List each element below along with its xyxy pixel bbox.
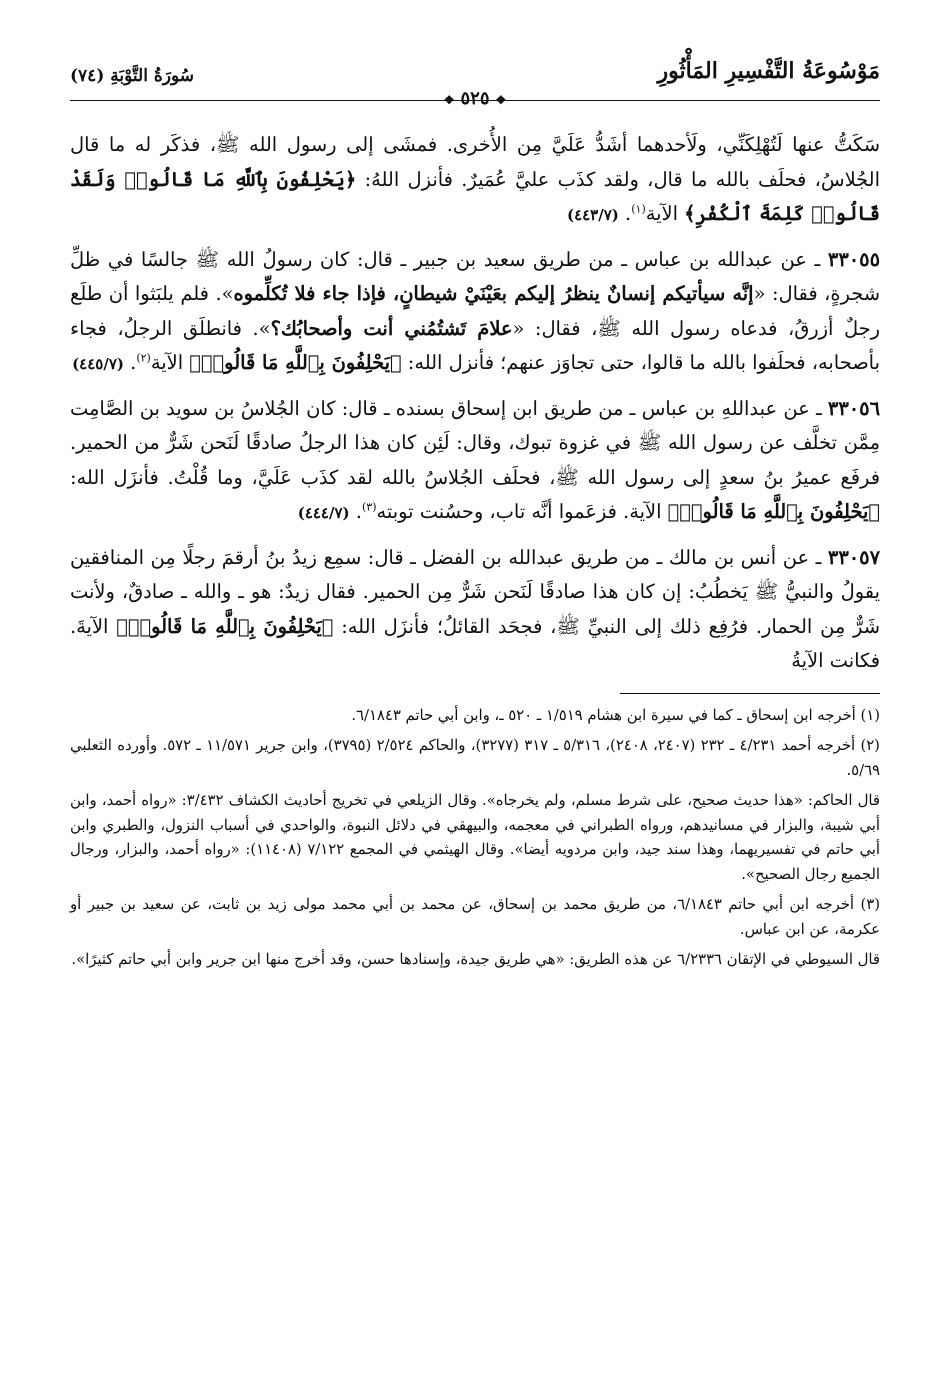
quran-verse: ﴿يَحْلِفُونَ بِٱللَّهِ مَا قَالُوا۟ وَلَقَدْ قَالُوا۟ كَلِمَةَ ٱلْكُفْرِ﴾ [70, 167, 880, 225]
page-number: ٥٢٥ [460, 88, 490, 109]
text-fragment: ». فانطلَق الرجلُ، فجاء بأصحابه، فحلَفوا بالله ما قالوا، حتى تجاوَز عنهم؛ فأنزل الله: [70, 316, 880, 374]
text-fragment: الآية [645, 202, 678, 225]
entry-number: ٣٣٠٥٧ [827, 545, 880, 569]
ornament-icon: ❖ [443, 93, 455, 107]
entry-33056: ٣٣٠٥٦ ـ عن عبداللهِ بن عباس ـ من طريق ابن إسحاق بسنده ـ قال: كان الجُلاسُ بن سويد بن الصَّامِت مِمَّن تخلَّف عن رسول الله ﷺ في غزوة تبوك، وقال: لَئِن كان هذا الرجلُ صادقًا لَنَحن شَرٌّ من الحمير. فرفَع عميرُ بنُ سعدٍ إلى رسول الله ﷺ، فحلَف الجُلاسُ بالله لقد كذَب عَلَيَّ، وما قُلْتُ. فأنزَل الله: ﴿يَحْلِفُونَ بِٱللَّهِ مَا قَالُوا۟﴾ الآية. فزعَموا أنَّه تاب، وحسُنت توبته$^{(٣)}$. (٤٤٤/٧) [70, 396, 880, 523]
text-fragment: ـ عن عبدالله بن عباس ـ من طريق سعيد بن جبير ـ قال: كان رسولُ الله ﷺ جالسًا في ظلِّ شجرةٍ، فقال: « [70, 247, 880, 305]
footnote-marker: (٣) [361, 500, 377, 514]
text-line: فذكَر له ما قال الجُلاسُ، فحلَف بالله ما قال، ولقد كذَب عليَّ عُمَيرٌ. فأنزل اللهُ: [70, 133, 880, 191]
page-number-block [70, 88, 880, 109]
quran-verse: ﴿يَحْلِفُونَ بِٱللَّهِ مَا قَالُوا۟﴾ [116, 614, 334, 638]
footnote-separator [620, 693, 880, 694]
text-line: سَكَتُّ عنها لَتُهْلِكَنِّي، ولَأحدهما أشَدُّ عَلَيَّ مِن الأُخرى. فمشَى إلى رسول الله ﷺ، [209, 133, 881, 156]
hadith-quote: إنَّه سيأتيكم إنسانٌ ينظرُ إليكم بعَيْنَيْ شيطانٍ، فإذا جاء فلا تُكلِّموه [233, 282, 754, 305]
quran-verse: ﴿يَحْلِفُونَ بِٱللَّهِ مَا قَالُوا۟﴾ [189, 351, 402, 374]
text-fragment: ». فلم يلبَثوا أن طلَع رجلٌ أزرقُ، فدعاه رسول الله ﷺ، فقال: « [70, 282, 881, 340]
footnote-2-comment: قال الحاكم: «هذا حديث صحيح، على شرط مسلم، ولم يخرجاه». وقال الزيلعي في تخريج أحاديث الكشاف ٣/٤٣٢: «رواه أحمد، وابن أبي شيبة، والبزار في مسانيدهم، ورواه الطبراني في معجمه، والبيهقي في دلائل النبوة، والواحدي في أسباب النزول، والطبري وابن أبي حاتم في تفسيريهما، وهذا سند جيد، وابن مردويه أيضا». وقال الهيثمي في المجمع ٧/١٢٢ (١١٤٠٨): «رواه أحمد، والبزار، ورجال الجميع رجال الصحيح». [70, 792, 881, 883]
paragraph-continuation: سَكَتُّ عنها لَتُهْلِكَنِّي، ولَأحدهما أشَدُّ عَلَيَّ مِن الأُخرى. فمشَى إلى رسول الله ﷺ، فذكَر له ما قال الجُلاسُ، فحلَف بالله ما قال، ولقد كذَب عليَّ عُمَيرٌ. فأنزل اللهُ: ﴿يَحْلِفُونَ بِٱللَّهِ مَا قَالُوا۟ وَلَقَدْ قَالُوا۟ كَلِمَةَ ٱلْكُفْرِ﴾ الآية$^{(١)}$. (٤٤٣/٧) [70, 133, 881, 225]
text-fragment: الآيةَ. فكانت الآيةُ [70, 614, 880, 672]
book-title: مَوْسُوعَةُ التَّفْسِيرِ المَأْثُورِ [657, 58, 880, 84]
ornament-icon: ❖ [495, 93, 507, 107]
text-fragment: ـ عن عبداللهِ بن عباس ـ من طريق ابن إسحاق بسنده ـ قال: كان الجُلاسُ بن سويد بن الصَّامِت مِمَّن تخلَّف عن رسول الله ﷺ في غزوة تبوك، وقال: لَئِن كان هذا الرجلُ صادقًا لَنَحن شَرٌّ من الحمير. فرفَع عميرُ بنُ سعدٍ إلى رسول الله ﷺ، فحلَف الجُلاسُ بالله لقد كذَب عَلَيَّ، وما قُلْتُ. فأنزَل الله: [70, 396, 880, 489]
text-fragment: الآية. فزعَموا أنَّه تاب، وحسُنت توبته [376, 500, 662, 523]
header-rule [70, 100, 880, 101]
volume-reference: (٤٤٣/٧) [566, 206, 619, 224]
main-text [70, 128, 880, 679]
book-page [70, 52, 880, 1352]
quran-verse: ﴿يَحْلِفُونَ بِٱللَّهِ مَا قَالُوا۟﴾ [667, 500, 880, 523]
volume-reference: (٤٤٤/٧) [297, 504, 350, 522]
hadith-quote: علامَ تَشتُمُني أنت وأصحابُك؟ [270, 316, 513, 340]
footnote-marker: (٢) [136, 351, 151, 365]
entry-number: ٣٣٠٥٥ [827, 247, 880, 271]
footnote-marker: (١) [631, 202, 646, 216]
footnotes [70, 704, 880, 973]
volume-reference: (٤٤٥/٧) [72, 355, 124, 373]
text-fragment: ـ عن أنس بن مالك ـ من طريق عبدالله بن الفضل ـ قال: سمِع زيدُ بنُ أرقمَ رجلًا مِن المنافقين يقولُ والنبيُّ ﷺ يَخطُبُ: إن كان هذا صادقًا لَنَحن شَرٌّ مِن الحمير. فقال زيدٌ: هو ـ والله ـ صادقٌ، ولأنت شَرٌّ مِن الحمار. فرُفِع ذلك إلى النبيِّ ﷺ، فجحَد القائلُ؛ فأنزَل الله: [70, 545, 880, 638]
entry-33055: ٣٣٠٥٥ ـ عن عبدالله بن عباس ـ من طريق سعيد بن جبير ـ قال: كان رسولُ الله ﷺ جالسًا في ظلِّ شجرةٍ، فقال: «إنَّه سيأتيكم إنسانٌ ينظرُ إليكم بعَيْنَيْ شيطانٍ، فإذا جاء فلا تُكلِّموه». فلم يلبَثوا أن طلَع رجلٌ أزرقُ، فدعاه رسول الله ﷺ، فقال: «علامَ تَشتُمُني أنت وأصحابُك؟». فانطلَق الرجلُ، فجاء بأصحابه، فحلَفوا بالله ما قالوا، حتى تجاوَز عنهم؛ فأنزل الله: ﴿يَحْلِفُونَ بِٱللَّهِ مَا قَالُوا۟﴾ الآية$^{(٢)}$. (٤٤٥/٧) [70, 247, 881, 374]
surah-label: سُورَةُ التَّوْبَةِ (٧٤) [70, 66, 194, 86]
page-header [70, 52, 880, 109]
text-fragment: الآية [150, 351, 184, 374]
footnote-3: (٣) أخرجه ابن أبي حاتم ٦/١٨٤٣، من طريق محمد بن إسحاق، عن محمد بن أبي محمد مولى زيد بن ثابت، عن سعيد بن جبير أو عكرمة، عن ابن عباس. [70, 896, 880, 938]
footnote-3-comment: قال السيوطي في الإتقان ٦/٢٣٣٦ عن هذه الطريق: «هي طريق جيدة، وإسنادها حسن، وقد أخرج منها ابن جرير وابن أبي حاتم كثيرًا». [71, 951, 880, 968]
entry-33057 [70, 541, 880, 679]
footnote-2: (٢) أخرجه أحمد ٤/٢٣١ ـ ٢٣٢ (٢٤٠٧، ٢٤٠٨)، ٥/٣١٦ ـ ٣١٧ (٣٢٧٧)، والحاكم ٢/٥٢٤ (٣٧٩٥)، وابن جرير ١١/٥٧١ ـ ٥٧٢. وأورده الثعلبي ٥/٦٩. [70, 737, 880, 779]
footnote-1: (١) أخرجه ابن إسحاق ـ كما في سيرة ابن هشام ١/٥١٩ ـ ٥٢٠ ـ، وابن أبي حاتم ٦/١٨٤٣. [351, 706, 880, 724]
entry-number: ٣٣٠٥٦ [827, 396, 880, 420]
